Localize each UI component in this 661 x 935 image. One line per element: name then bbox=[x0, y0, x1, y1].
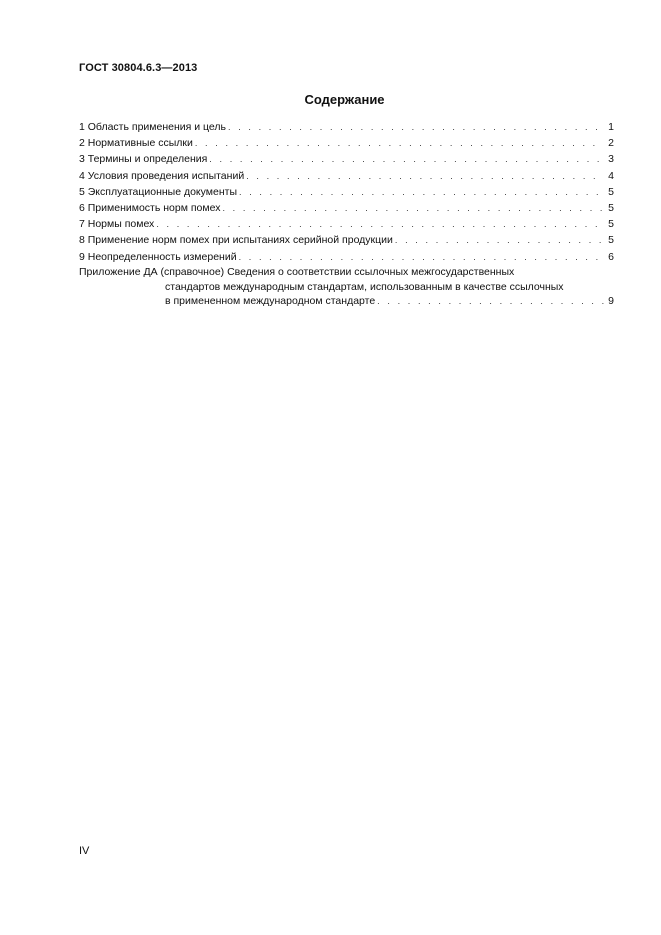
toc-entry-label: 4 Условия проведения испытаний bbox=[79, 169, 245, 182]
toc-entry-9[interactable] bbox=[79, 249, 614, 265]
page-number: IV bbox=[79, 845, 90, 857]
toc-entry-annex[interactable] bbox=[79, 265, 614, 309]
leader-dots bbox=[222, 200, 603, 216]
toc-entry-page: 5 bbox=[608, 202, 614, 215]
toc-entry-page: 9 bbox=[608, 295, 614, 307]
annex-title-line-2: стандартов международным стандартам, использованным в качестве ссылочных bbox=[165, 280, 564, 293]
toc-entry-label: 2 Нормативные ссылки bbox=[79, 137, 193, 150]
toc-entry-page: 4 bbox=[608, 169, 614, 182]
toc-entry-label: 7 Нормы помех bbox=[79, 218, 155, 231]
page-title: Содержание bbox=[304, 92, 385, 107]
toc-entry-4[interactable] bbox=[79, 168, 614, 184]
toc-entry-page: 3 bbox=[608, 153, 614, 166]
toc-entry-2[interactable] bbox=[79, 135, 614, 151]
toc-entry-7[interactable] bbox=[79, 216, 614, 232]
toc-entry-page: 6 bbox=[608, 250, 614, 263]
leader-dots bbox=[239, 249, 603, 265]
toc-entry-page: 5 bbox=[608, 234, 614, 247]
toc-entry-1[interactable] bbox=[79, 119, 614, 135]
toc-entry-label: 6 Применимость норм помех bbox=[79, 202, 221, 215]
table-of-contents bbox=[79, 119, 614, 265]
annex-title-line-3-row bbox=[79, 294, 614, 309]
toc-entry-label: 9 Неопределенность измерений bbox=[79, 250, 237, 263]
leader-dots bbox=[246, 168, 603, 184]
leader-dots bbox=[377, 294, 605, 309]
annex-title-line-3: в примененном международном стандарте bbox=[165, 295, 376, 307]
toc-entry-page: 5 bbox=[608, 185, 614, 198]
toc-entry-page: 5 bbox=[608, 218, 614, 231]
leader-dots bbox=[239, 184, 603, 200]
toc-entry-3[interactable] bbox=[79, 151, 614, 167]
toc-entry-label: 8 Применение норм помех при испытаниях серийной продукции bbox=[79, 234, 393, 247]
leader-dots bbox=[228, 119, 603, 135]
leader-dots bbox=[209, 151, 603, 167]
toc-entry-page: 2 bbox=[608, 137, 614, 150]
leader-dots bbox=[195, 135, 603, 151]
toc-entry-5[interactable] bbox=[79, 184, 614, 200]
toc-entry-label: 3 Термины и определения bbox=[79, 153, 208, 166]
leader-dots bbox=[395, 232, 603, 248]
toc-entry-6[interactable] bbox=[79, 200, 614, 216]
toc-entry-page: 1 bbox=[608, 121, 614, 133]
toc-entry-label: 1 Область применения и цель bbox=[79, 121, 226, 133]
toc-entry-label: 5 Эксплуатационные документы bbox=[79, 185, 237, 198]
document-header: ГОСТ 30804.6.3—2013 bbox=[79, 62, 198, 74]
annex-title-line-1: Приложение ДА (справочное) Сведения о соответствии ссылочных межгосударственных bbox=[79, 266, 515, 278]
toc-entry-8[interactable] bbox=[79, 232, 614, 248]
leader-dots bbox=[156, 216, 603, 232]
